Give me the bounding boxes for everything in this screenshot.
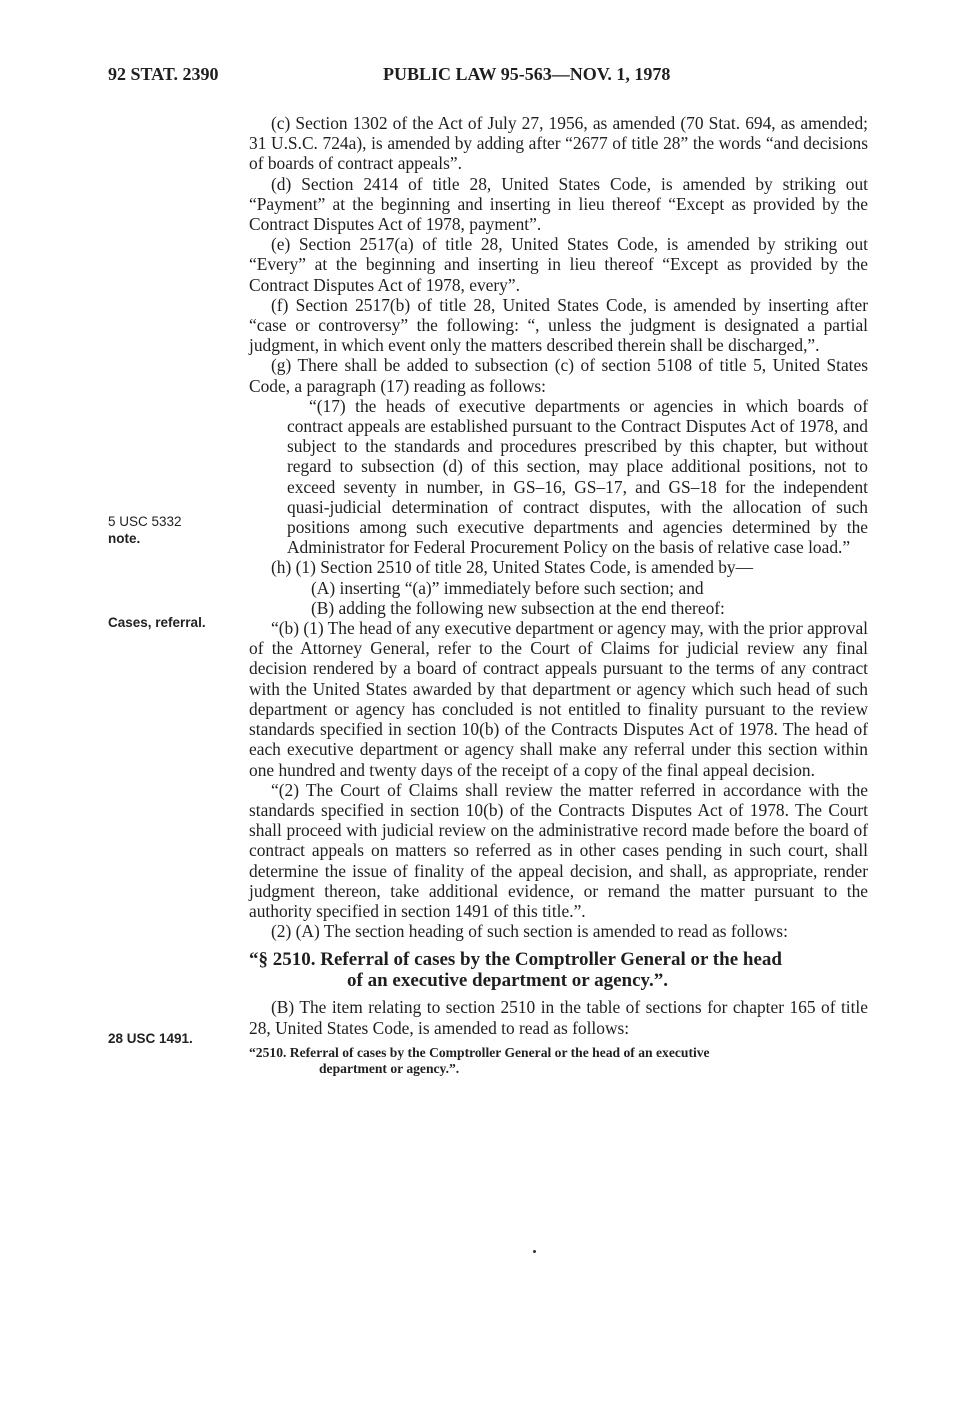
margin-note-28usc1491: 28 USC 1491.: [108, 1031, 193, 1046]
margin-note-line: note.: [108, 531, 141, 546]
margin-note-line: 5 USC 5332: [108, 514, 182, 529]
margin-note-5usc5332: [108, 513, 182, 547]
paragraph-b-1: “(b) (1) The head of any executive department or agency may, with the prior approval of the Attorney General, refer to the Court of Claims for judicial review any final decision rendered by a board of contract appeals pursuant to the terms of any contract with the United States awarded by that department or agency which such head of such department or agency has concluded is not entitled to finality pursuant to the review standards specified in section 10(b) of the Contracts Disputes Act of 1978. The head of each executive department or agency shall make any referral under this section within one hundred and twenty days of the receipt of a copy of the final appeal decision.: [249, 618, 868, 780]
table-of-sections-entry: [249, 1045, 868, 1077]
margin-note-cases-referral: Cases, referral.: [108, 615, 206, 630]
paragraph-g: (g) There shall be added to subsection (c) of section 5108 of title 5, United States Code, a paragraph (17) reading as follows:: [249, 355, 868, 396]
paragraph-d: (d) Section 2414 of title 28, United States Code, is amended by striking out “Payment” at the beginning and inserting in lieu thereof “Except as provided by the Contract Disputes Act of 1978, payment”.: [249, 173, 868, 235]
paragraph-h-1-b: (B) adding the following new subsection at the end thereof:: [311, 597, 725, 618]
stray-mark: [533, 1250, 536, 1253]
paragraph-f: (f) Section 2517(b) of title 28, United States Code, is amended by inserting after “case or controversy” the following: “, unless the judgment is designated a partial judgment, in which event only the matters described therein shall be discharged,”.: [249, 294, 868, 356]
paragraph-b-2: “(2) The Court of Claims shall review the matter referred in accordance with the standards specified in section 10(b) of the Contracts Disputes Act of 1978. The Court shall proceed with judicial review on the administrative record made before the board of contract appeals on matters so referred as in other cases pending in such court, shall determine the issue of finality of the appeal decision, and shall, as appropriate, render judgment thereon, take additional evidence, or remand the matter pursuant to the authority specified in section 1491 of this title.”.: [249, 779, 868, 921]
section-heading-2510: [249, 949, 868, 991]
paragraph-h-2-a: (2) (A) The section heading of such section is amended to read as follows:: [271, 921, 788, 942]
paragraph-c: (c) Section 1302 of the Act of July 27, 1956, as amended (70 Stat. 694, as amended; 31 U.S.C. 724a), is amended by adding after “2677 of title 28” the words “and decisions of boards of contract appeals”.: [249, 113, 868, 174]
paragraph-h-2-b: (B) The item relating to section 2510 in the table of sections for chapter 165 of title 28, United States Code, is amended to read as follows:: [249, 997, 868, 1038]
stat-page-number: 92 STAT. 2390: [108, 64, 219, 84]
body-text: [249, 113, 868, 1077]
paragraph-e: (e) Section 2517(a) of title 28, United States Code, is amended by striking out “Every” at the beginning and inserting in lieu thereof “Except as provided by the Contract Disputes Act of 1978, every”.: [249, 234, 868, 295]
toc-line: “2510. Referral of cases by the Comptroller General or the head of an executive: [249, 1044, 710, 1060]
section-heading-line: “§ 2510. Referral of cases by the Comptroller General or the head: [249, 949, 782, 971]
paragraph-h-1: (h) (1) Section 2510 of title 28, United States Code, is amended by—: [271, 557, 754, 578]
section-heading-line: of an executive department or agency.”.: [347, 970, 669, 992]
paragraph-g-17: “(17) the heads of executive departments or agencies in which boards of contract appeals are established pursuant to the Contract Disputes Act of 1978, and subject to the standards and procedures prescribed by this chapter, but without regard to subsection (d) of this section, may place additional positions, not to exceed seventy in number, in GS–16, GS–17, and GS–18 for the independent quasi-judicial determination of contract disputes, with the allocation of such positions among such executive departments and agencies determined by the Administrator for Federal Procurement Policy on the basis of relative case load.”: [287, 395, 868, 558]
page-header: [0, 64, 953, 90]
toc-line: department or agency.”.: [319, 1060, 460, 1076]
running-title: PUBLIC LAW 95-563—NOV. 1, 1978: [383, 64, 671, 84]
paragraph-h-1-a: (A) inserting “(a)” immediately before such section; and: [311, 577, 704, 598]
